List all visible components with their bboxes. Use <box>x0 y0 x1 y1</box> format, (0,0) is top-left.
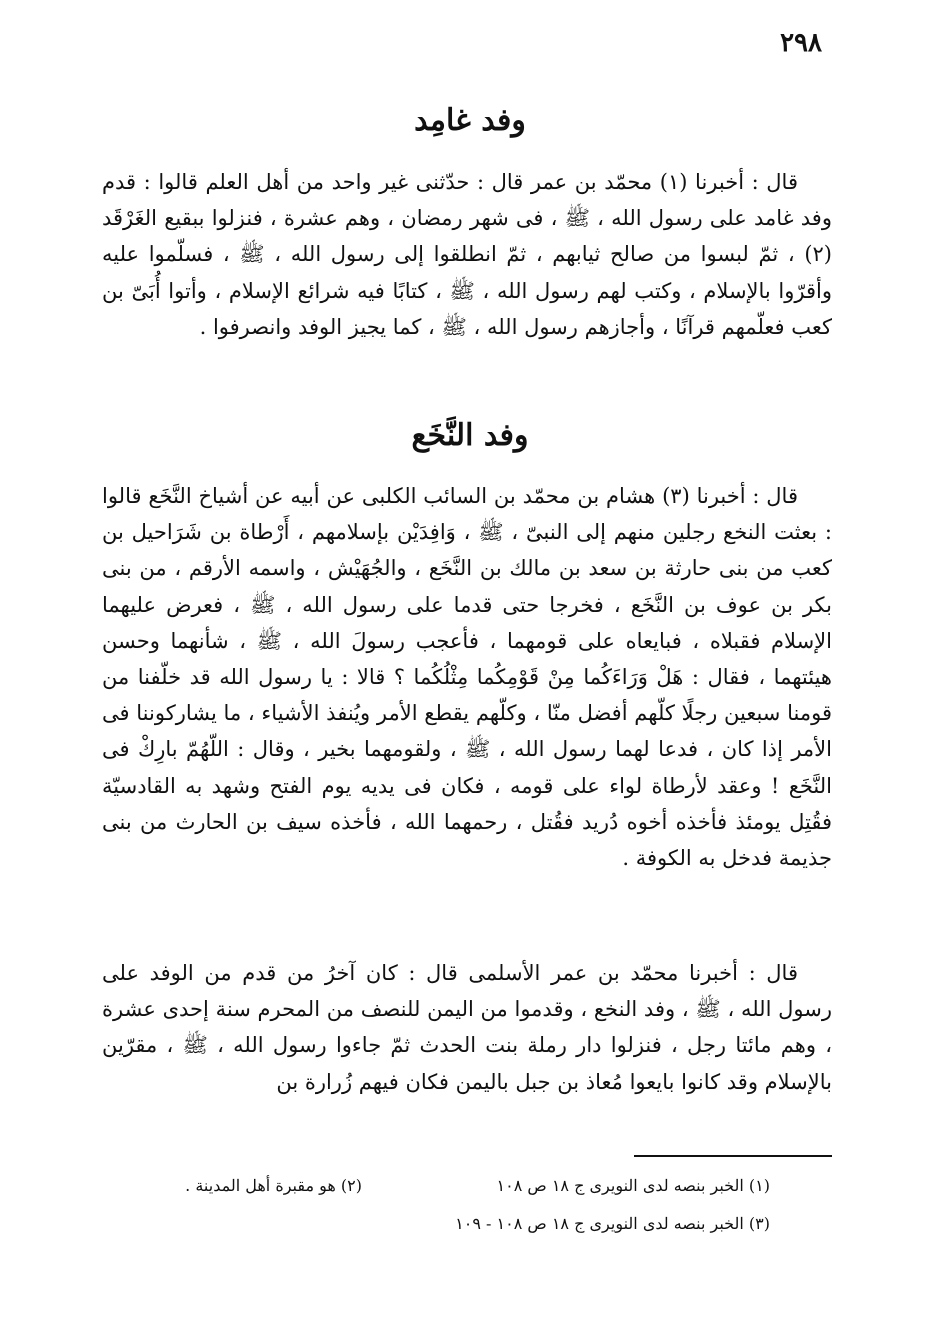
section-title-ghamid: وفد غامِد <box>414 103 526 138</box>
footnote-2: (٢) هو مقبرة أهل المدينة . <box>185 1176 362 1195</box>
footnote-3: (٣) الخبر بنصه لدى النويرى ج ١٨ ص ١٠٨ - ١٠٩ <box>455 1214 770 1233</box>
paragraph-nakha-2 <box>102 955 832 1100</box>
footnote-divider <box>634 1155 832 1157</box>
paragraph-text: قال : أخبرنا (١) محمّد بن عمر قال : حدّثنى غير واحد من أهل العلم قالوا : قدم وفد غامد على رسول الله ، ﷺ ، فى شهر رمضان ، وهم عشرة ، فنزلوا ببقيع الغَرْقَد (٢) ، ثمّ لبسوا من صالح ثيابهم ، ثمّ انطلقوا إلى رسول الله ، ﷺ ، فسلّموا عليه وأقرّوا بالإسلام ، وكتب لهم رسول الله ، ﷺ ، كتابًا فيه شرائع الإسلام ، وأتوا أُبَىّ بن كعب فعلّمهم قرآنًا ، وأجازهم رسول الله ، ﷺ ، كما يجيز الوفد وانصرفوا . <box>102 170 832 339</box>
paragraph-text: قال : أخبرنا (٣) هشام بن محمّد بن السائب الكلبى عن أبيه عن أشياخ النَّخَع قالوا : بعثت النخع رجلين منهم إلى النبىّ ، ﷺ ، وَافِدَيْن بإسلامهم ، أَرْطاة بن شَرَاحيل بن كعب من بنى حارثة بن سعد بن مالك بن النَّخَع ، والجُهَيْش ، واسمه الأرقم ، من بنى بكر بن عوف بن النَّخَع ، فخرجا حتى قدما على رسول الله ، ﷺ ، فعرض عليهما الإسلام فقبلاه ، فبايعاه على قومهما ، فأعجب رسولَ الله ، ﷺ ، شأنهما وحسن هيئتهما ، فقال : هَلْ وَرَاءَكُما مِنْ قَوْمِكُما مِثْلُكُما ؟ قالا : يا رسول الله قد خلّفنا من قومنا سبعين رجلًا كلّهم أفضل منّا ، وكلّهم يقطع الأمر ويُنفذ الأشياء ، ما يشاركوننا فى الأمر إذا كان ، فدعا لهما رسول الله ، ﷺ ، ولقومهما بخير ، وقال : اللّهُمّ بارِكْ فى النَّخَع ! وعقد لأرطاة لواء على قومه ، فكان فى يديه يوم الفتح وشهد به القادسيّة فقُتِل يومئذ فأخذه أخوه دُريد فقُتل ، رحمهما الله ، فأخذه سيف بن الحارث من بنى جذيمة فدخل به الكوفة . <box>102 484 832 871</box>
section-title-nakha: وفد النَّخَع <box>411 418 529 453</box>
paragraph-text: قال : أخبرنا محمّد بن عمر الأسلمى قال : كان آخرُ من قدم من الوفد على رسول الله ، ﷺ ، وفد النخع ، وقدموا من اليمن للنصف من المحرم سنة إحدى عشرة ، وهم مائتا رجل ، فنزلوا دار رملة بنت الحدث ثمّ جاءوا رسول الله ، ﷺ ، مقرّين بالإسلام وقد كانوا بايعوا مُعاذ بن جبل باليمن فكان فيهم زُرارة بن <box>102 961 832 1094</box>
paragraph-ghamid <box>102 164 832 345</box>
footnote-1: (١) الخبر بنصه لدى النويرى ج ١٨ ص ١٠٨ <box>496 1176 770 1195</box>
paragraph-nakha-1 <box>102 478 832 876</box>
page-number: ٢٩٨ <box>780 28 822 58</box>
